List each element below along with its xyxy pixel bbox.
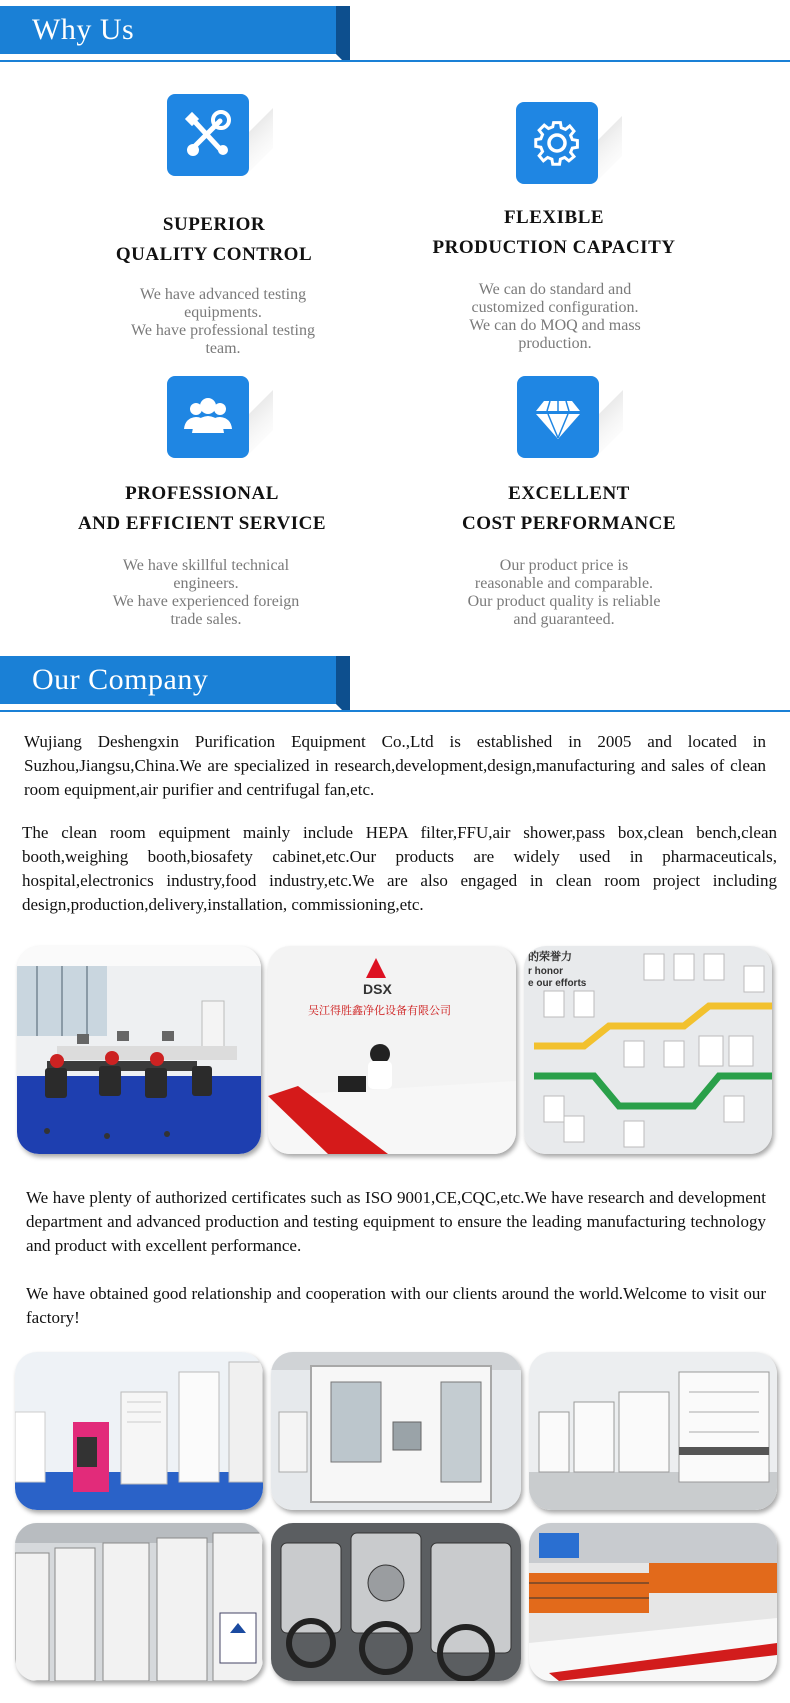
feature-description: [81, 557, 331, 629]
description-line: We have professional testing: [131, 322, 315, 339]
welcome-paragraph: We have obtained good relationship and cooperation with our clients around the world.Welcome to visit our factory!: [26, 1284, 766, 1327]
description-line: team.: [205, 340, 241, 357]
office-photo: [17, 946, 261, 1154]
clean-bench-photo: [529, 1352, 777, 1510]
team-icon: [167, 376, 249, 458]
wall-text: r honor: [528, 966, 563, 977]
honor-wall-photo: [524, 946, 772, 1154]
company-products-paragraph: The clean room equipment mainly include HEPA filter,FFU,air shower,pass box,clean bench,clean booth,weighing booth,biosafety cabinet,etc.Our products are widely used in pharmaceuticals, hospital,electronics industry,food industry,etc.We are also engaged in clean room project including design,production,delivery,installation, commissioning,etc.: [22, 823, 777, 914]
certificates-paragraph: We have plenty of authorized certificates such as ISO 9001,CE,CQC,etc.We have research and development department and advanced production and testing equipment to ensure the leading manufacturing technology and product with excellent performance.: [26, 1188, 766, 1255]
feature-title-line2: PRODUCTION CAPACITY: [432, 237, 676, 258]
feature-title-line2: COST PERFORMANCE: [461, 513, 677, 534]
clean-booth-photo: [271, 1352, 521, 1510]
description-line: We can do MOQ and mass: [469, 317, 641, 334]
description-line: We have experienced foreign: [112, 593, 300, 610]
feature-title-line2: QUALITY CONTROL: [115, 244, 313, 265]
description-line: We have skillful technical: [122, 557, 290, 574]
description-line: equipments.: [184, 304, 262, 321]
feature-description: [98, 286, 348, 358]
feature-title-line1: SUPERIOR: [162, 214, 266, 235]
our-company-banner: [0, 656, 790, 714]
feature-title: [34, 210, 394, 270]
company-intro-paragraph: Wujiang Deshengxin Purification Equipment Co.,Ltd is established in 2005 and located in Suzhou,Jiangsu,China.We are specialized in research,development,design,manufacturing and sales of clean room equipment,air purifier and centrifugal fan,etc.: [24, 732, 766, 799]
feature-description: [439, 557, 689, 629]
feature-title: [374, 203, 734, 263]
description-line: reasonable and comparable.: [474, 575, 654, 592]
feature-title-line2: AND EFFICIENT SERVICE: [77, 513, 327, 534]
description-line: engineers.: [173, 575, 239, 592]
air-purifier-photo: [15, 1352, 263, 1510]
company-logo-text: DSX: [363, 981, 392, 997]
tools-icon: [167, 94, 249, 176]
feature-title-line1: EXCELLENT: [508, 483, 630, 504]
diamond-icon: [517, 376, 599, 458]
description-line: We have advanced testing: [139, 286, 307, 303]
feature-title: [389, 479, 749, 539]
description-line: trade sales.: [170, 611, 242, 628]
reception-photo: [268, 946, 516, 1154]
why-us-banner: [0, 6, 790, 64]
filter-production-photo: [529, 1523, 777, 1681]
feature-title: [22, 479, 382, 539]
description-line: customized configuration.: [471, 299, 639, 316]
wall-text: e our efforts: [528, 978, 587, 989]
fan-parts-photo: [271, 1523, 521, 1681]
feature-title-line1: FLEXIBLE: [503, 207, 605, 228]
description-line: We can do standard and: [478, 281, 632, 298]
wall-text: 的荣誉力: [528, 950, 572, 963]
description-line: production.: [518, 335, 592, 352]
section-title-our-company: Our Company: [32, 663, 209, 696]
company-sign-text: 吴江得胜鑫净化设备有限公司: [308, 1004, 451, 1017]
air-shower-photo: [15, 1523, 263, 1681]
description-line: Our product quality is reliable: [467, 593, 661, 610]
description-line: and guaranteed.: [513, 611, 615, 628]
feature-title-line1: PROFESSIONAL: [125, 483, 279, 504]
gear-icon: [516, 102, 598, 184]
section-title-why-us: Why Us: [32, 13, 135, 46]
feature-description: [430, 281, 680, 353]
description-line: Our product price is: [499, 557, 629, 574]
